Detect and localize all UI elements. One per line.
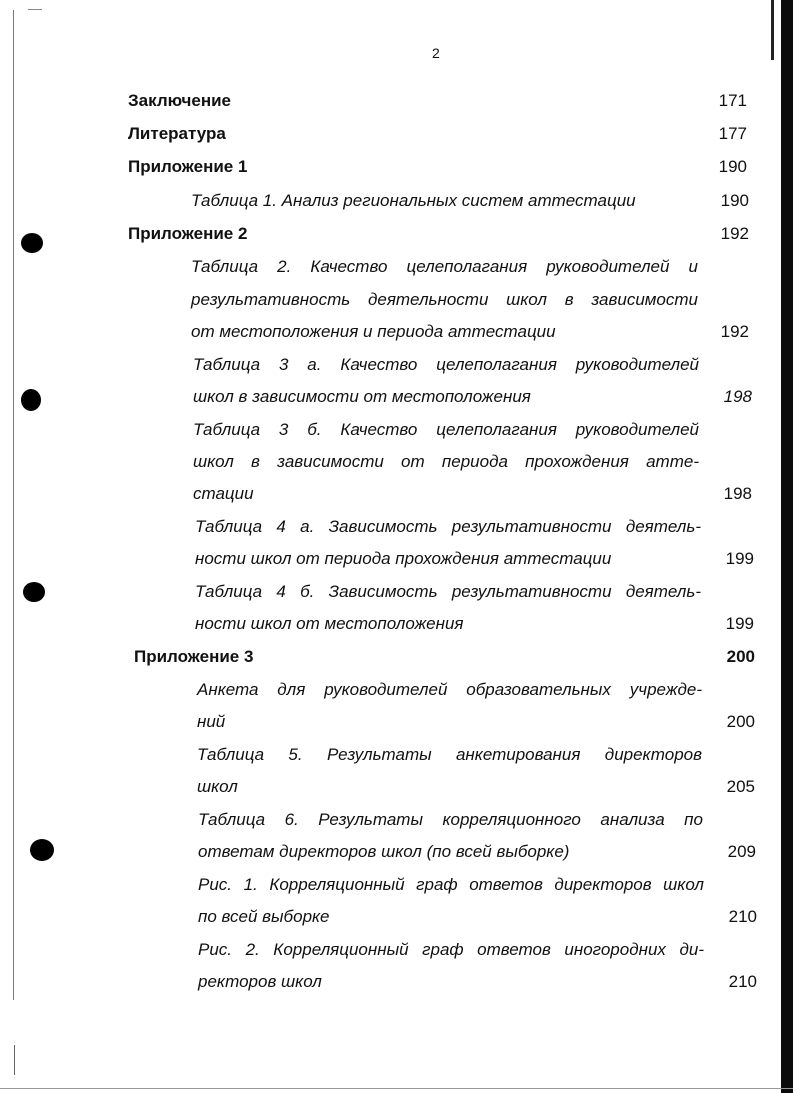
toc-entry-page: 190 <box>718 157 747 176</box>
toc-subentry-line: Рис. 2. Корреляционный граф ответов иногородних ди- <box>198 940 704 959</box>
punch-hole <box>30 839 54 861</box>
toc-subentry-line: Таблица 3 б. Качество целеполагания руководителей <box>193 420 699 439</box>
toc-entry-page: 177 <box>718 124 747 143</box>
toc-entry-page: 192 <box>720 322 749 341</box>
toc-subentry-line: школ <box>197 777 238 796</box>
toc-subentry-line: ректоров школ <box>198 972 322 991</box>
toc-subentry-line: по всей выборке <box>198 907 330 926</box>
page-number: 2 <box>432 45 440 61</box>
toc-entry-page: 210 <box>728 907 757 926</box>
toc-subentry-line: от местоположения и периода аттестации <box>191 322 556 341</box>
toc-subentry-line: ности школ от местоположения <box>195 614 464 633</box>
toc-subentry-line: Анкета для руководителей образовательных учрежде- <box>197 680 702 699</box>
toc-entry-label: Приложение 2 <box>128 224 248 243</box>
toc-subentry-line: Таблица 5. Результаты анкетирования директоров <box>197 745 702 764</box>
toc-entry-page: 171 <box>718 91 747 110</box>
toc-subentry-line: школ в зависимости от местоположения <box>193 387 531 406</box>
toc-entry-label: Литература <box>128 124 226 143</box>
punch-hole <box>23 582 45 602</box>
toc-entry-label: Приложение 3 <box>134 647 254 666</box>
toc-subentry-line: Таблица 6. Результаты корреляционного анализа по <box>198 810 703 829</box>
toc-entry-page: 205 <box>726 777 755 796</box>
toc-subentry-line: Таблица 4 б. Зависимость результативности деятель- <box>195 582 701 601</box>
punch-hole <box>21 233 43 253</box>
scan-right-edge-bar <box>781 0 793 1093</box>
scan-bottom-line <box>0 1088 793 1089</box>
scan-top-mark <box>28 9 42 10</box>
toc-subentry-line: школ в зависимости от периода прохождения атте- <box>193 452 699 471</box>
toc-subentry-label: Таблица 1. Анализ региональных систем аттестации <box>191 191 636 210</box>
toc-entry-page: 200 <box>726 647 755 666</box>
toc-entry-page: 198 <box>723 484 752 503</box>
toc-entry-page: 199 <box>725 549 754 568</box>
toc-subentry-line: ний <box>197 712 226 731</box>
toc-entry-page: 209 <box>727 842 756 861</box>
toc-subentry-line: результативность деятельности школ в зависимости <box>191 290 698 309</box>
toc-subentry-line: стации <box>193 484 254 503</box>
toc-entry-page: 200 <box>726 712 755 731</box>
punch-hole <box>21 389 41 411</box>
toc-entry-label: Заключение <box>128 91 231 110</box>
toc-subentry-line: Таблица 2. Качество целеполагания руководителей и <box>191 257 698 276</box>
toc-entry-page: 190 <box>720 191 749 210</box>
toc-subentry-line: ности школ от периода прохождения аттестации <box>195 549 612 568</box>
scan-left-edge-line <box>13 10 14 1000</box>
scan-bottom-left-mark <box>14 1045 15 1075</box>
toc-entry-label: Приложение 1 <box>128 157 248 176</box>
toc-entry-page: 198 <box>723 387 752 406</box>
scan-right-edge-line <box>771 0 774 60</box>
toc-subentry-line: ответам директоров школ (по всей выборке) <box>198 842 570 861</box>
toc-subentry-line: Таблица 4 а. Зависимость результативности деятель- <box>195 517 701 536</box>
toc-entry-page: 210 <box>728 972 757 991</box>
toc-subentry-line: Таблица 3 а. Качество целеполагания руководителей <box>193 355 699 374</box>
toc-entry-page: 192 <box>720 224 749 243</box>
toc-subentry-line: Рис. 1. Корреляционный граф ответов директоров школ <box>198 875 704 894</box>
toc-entry-page: 199 <box>725 614 754 633</box>
